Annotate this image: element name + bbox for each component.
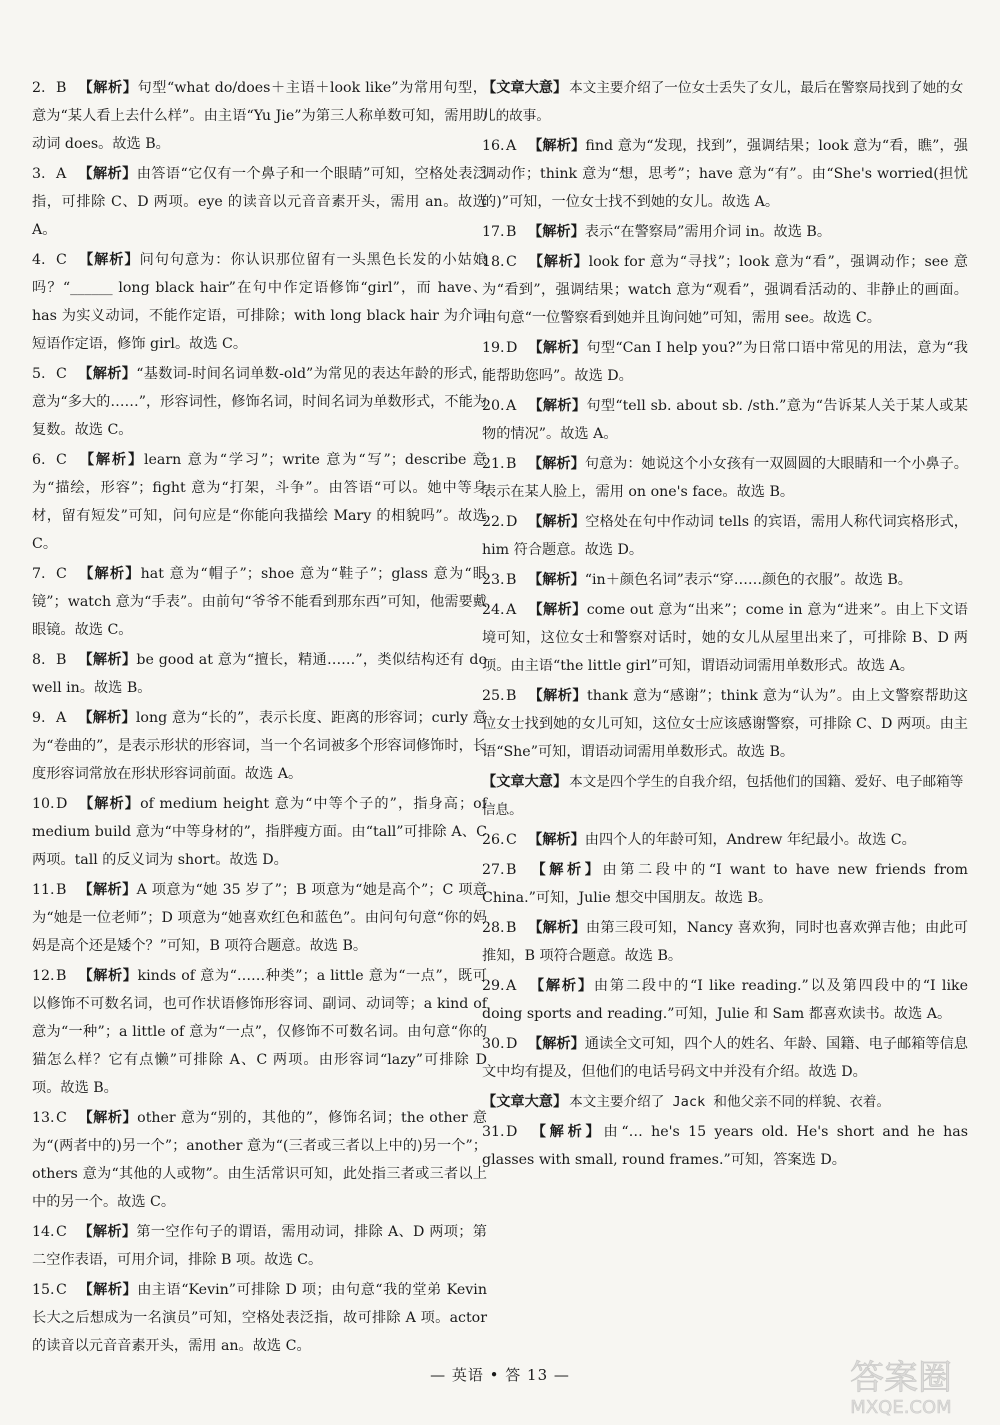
question-number: 11. <box>32 882 55 898</box>
question-number: 12. <box>32 968 55 984</box>
answer-letter: B <box>506 572 517 588</box>
answer-letter: C <box>56 1110 67 1126</box>
question-number: 2. <box>32 80 46 96</box>
analysis-tag: 【解析】 <box>78 968 138 984</box>
passage-summary <box>482 74 968 130</box>
summary-tag: 【文章大意】 <box>482 774 568 790</box>
analysis-text: come out 意为“出来”；come in 意为“进来”。由上下文语境可知，这位女士和警察对话时，她的女儿从屋里出来了，可排除 B、D 两项。由主语“the little girl”可知，谓语动词需用单数形式。故选 A。 <box>482 602 968 674</box>
answer-letter: C <box>56 566 67 582</box>
question-number: 27. <box>482 862 505 878</box>
answer-entry <box>32 1104 487 1216</box>
answer-entry <box>482 682 968 766</box>
answer-entry <box>32 560 487 644</box>
analysis-tag: 【解析】 <box>78 1282 138 1298</box>
analysis-tag: 【解析】 <box>528 1124 604 1140</box>
answer-entry <box>482 596 968 680</box>
analysis-text: find 意为“发现，找到”，强调结果；look 意为“看，瞧”，强调动作；think 意为“想，思考”；have 意为“有”。由“She's worried(担忧的)”可知，一位女士找不到她的女儿。故选 A。 <box>482 138 968 210</box>
answer-entry <box>482 508 968 564</box>
answer-entry <box>32 704 487 788</box>
analysis-tag: 【解析】 <box>528 340 587 356</box>
analysis-text: 由第二段中的“I want to have new friends from China.”可知，Julie 想交中国朋友。故选 B。 <box>482 862 968 906</box>
analysis-tag: 【解析】 <box>528 920 586 936</box>
analysis-tag: 【解析】 <box>528 978 594 994</box>
answer-letter: D <box>506 514 518 530</box>
answer-entry <box>32 962 487 1102</box>
answer-entry <box>482 914 968 970</box>
answer-entry <box>32 876 487 960</box>
answer-entry <box>482 132 968 216</box>
analysis-text: long 意为“长的”，表示长度、距离的形容词；curly 意为“卷曲的”，是表示形状的形容词，当一个名词被多个形容词修饰时，长度形容词常放在形状形容词前面。故选 A。 <box>32 710 487 782</box>
analysis-text: “in＋颜色名词”表示“穿……颜色的衣服”。故选 B。 <box>584 572 912 588</box>
summary-tag: 【文章大意】 <box>482 1094 568 1110</box>
question-number: 23. <box>482 572 505 588</box>
analysis-text: 问句句意为：你认识那位留有一头黑色长发的小姑娘吗？“______ long black hair”在句中作定语修饰“girl”，而 have、has 为实义动词，不能作定语，可排除；with long black hair 为介词短语作定语，修饰 girl。故选 C。 <box>32 252 487 352</box>
answer-entry <box>482 826 968 854</box>
answer-letter: A <box>56 166 67 182</box>
right-column <box>482 74 968 1176</box>
analysis-tag: 【解析】 <box>78 1224 137 1240</box>
analysis-tag: 【解析】 <box>528 398 587 414</box>
analysis-text: hat 意为“帽子”；shoe 意为“鞋子”；glass 意为“眼镜”；watch 意为“手表”。由前句“爷爷不能看到那东西”可知，他需要戴眼镜。故选 C。 <box>32 566 487 638</box>
analysis-tag: 【解析】 <box>78 710 136 726</box>
analysis-text: 空格处在句中作动词 tells 的宾语，需用人称代词宾格形式，him 符合题意。故选 D。 <box>482 514 968 558</box>
answer-letter: A <box>506 398 517 414</box>
analysis-text: thank 意为“感谢”；think 意为“认为”。由上文警察帮助这位女士找到她的女儿可知，这位女士应该感谢警察，可排除 C、D 两项。由主语“She”可知，谓语动词需用单数形式。故选 B。 <box>482 688 968 760</box>
analysis-tag: 【解析】 <box>78 366 137 382</box>
analysis-tag: 【解析】 <box>528 572 585 588</box>
answer-entry <box>32 1276 487 1360</box>
answer-letter: A <box>506 138 517 154</box>
analysis-text: “基数词-时间名词单数-old”为常见的表达年龄的形式，意为“多大的……”，形容词性，修饰名词，时间名词为单数形式，不能为复数。故选 C。 <box>32 366 487 438</box>
question-number: 3. <box>32 166 46 182</box>
question-number: 10. <box>32 796 55 812</box>
summary-text: 本文是四个学生的自我介绍，包括他们的国籍、爱好、电子邮箱等信息。 <box>482 774 964 818</box>
analysis-text: 第一空作句子的谓语，需用动词，排除 A、D 两项；第二空作表语，可用介词，排除 B 项。故选 C。 <box>32 1224 487 1268</box>
answer-entry <box>32 790 487 874</box>
question-number: 13. <box>32 1110 55 1126</box>
analysis-tag: 【解析】 <box>528 602 587 618</box>
analysis-text: of medium height 意为“中等个子的”，指身高；of medium build 意为“中等身材的”，指胖瘦方面。由“tall”可排除 A、C 两项。tall 的反义词为 short。故选 D。 <box>32 796 487 868</box>
page-footer: — 英语 • 答 13 — <box>430 1366 570 1384</box>
answer-letter: D <box>506 340 518 356</box>
analysis-text: 通读全文可知，四个人的姓名、年龄、国籍、电子邮箱等信息文中均有提及，但他们的电话号码文中并没有介绍。故选 D。 <box>482 1036 968 1080</box>
question-number: 24. <box>482 602 505 618</box>
answer-letter: B <box>506 862 517 878</box>
answer-letter: D <box>506 1036 518 1052</box>
analysis-tag: 【解析】 <box>528 456 585 472</box>
answer-letter: C <box>56 1224 67 1240</box>
analysis-text: learn 意为“学习”；write 意为“写”；describe 意为“描绘，形容”；fight 意为“打架，斗争”。由答语“可以。她中等身材，留有短发”可知，问句应是“你能向我描绘 Mary 的相貌吗”。故选 C。 <box>32 452 487 552</box>
question-number: 7. <box>32 566 46 582</box>
answer-entry <box>482 450 968 506</box>
answer-entry <box>482 856 968 912</box>
answer-letter: B <box>506 920 517 936</box>
answer-entry <box>32 1218 487 1274</box>
question-number: 5. <box>32 366 46 382</box>
analysis-text: 由第三段可知，Nancy 喜欢狗，同时也喜欢弹吉他；由此可推知，B 项符合题意。故选 B。 <box>482 920 968 964</box>
answer-letter: B <box>56 882 67 898</box>
answer-entry <box>482 334 968 390</box>
answer-letter: C <box>56 252 67 268</box>
answer-letter: B <box>56 968 67 984</box>
question-number: 28. <box>482 920 505 936</box>
analysis-tag: 【解析】 <box>78 1110 138 1126</box>
summary-tag: 【文章大意】 <box>482 80 568 96</box>
summary-text: 本文主要介绍了 Jack 和他父亲不同的样貌、衣着。 <box>569 1094 891 1110</box>
answer-entry <box>482 972 968 1028</box>
answer-letter: A <box>56 710 67 726</box>
answer-letter: B <box>506 224 517 240</box>
analysis-tag: 【解析】 <box>78 166 137 182</box>
analysis-tag: 【解析】 <box>528 254 589 270</box>
analysis-tag: 【解析】 <box>78 80 138 96</box>
analysis-text: other 意为“别的，其他的”，修饰名词；the other 意为“(两者中的)另一个”；another 意为“(三者或三者以上中的)另一个”；others 意为“其他的人或物”。由生活常识可知，此处指三者或三者以上中的另一个。故选 C。 <box>32 1110 487 1210</box>
question-number: 8. <box>32 652 46 668</box>
analysis-text: 由主语“Kevin”可排除 D 项；由句意“我的堂弟 Kevin 长大之后想成为一名演员”可知，空格处表泛指，故可排除 A 项。actor 的读音以元音音素开头，需用 an。故选 C。 <box>32 1282 487 1354</box>
answer-letter: A <box>506 602 517 618</box>
answer-entry <box>482 218 968 246</box>
answer-letter: D <box>56 796 68 812</box>
answer-entry <box>32 446 487 558</box>
question-number: 22. <box>482 514 505 530</box>
analysis-text: 句型“tell sb. about sb. /sth.”意为“告诉某人关于某人或某物的情况”。故选 A。 <box>482 398 968 442</box>
question-number: 16. <box>482 138 505 154</box>
analysis-tag: 【解析】 <box>528 832 585 848</box>
answer-entry <box>32 160 487 244</box>
question-number: 21. <box>482 456 505 472</box>
question-number: 30. <box>482 1036 505 1052</box>
analysis-tag: 【解析】 <box>78 252 140 268</box>
passage-summary <box>482 768 968 824</box>
question-number: 6. <box>32 452 46 468</box>
answer-entry <box>482 392 968 448</box>
analysis-tag: 【解析】 <box>528 1036 585 1052</box>
question-number: 9. <box>32 710 46 726</box>
question-number: 29. <box>482 978 505 994</box>
analysis-text: 由答语“它仅有一个鼻子和一个眼睛”可知，空格处表泛指，可排除 C、D 两项。eye 的读音以元音音素开头，需用 an。故选 A。 <box>32 166 487 238</box>
analysis-tag: 【解析】 <box>528 224 585 240</box>
analysis-tag: 【解析】 <box>78 796 141 812</box>
question-number: 25. <box>482 688 505 704</box>
analysis-text: 由四个人的年龄可知，Andrew 年纪最小。故选 C。 <box>584 832 916 848</box>
analysis-text: be good at 意为“擅长，精通……”，类似结构还有 do well in。故选 B。 <box>32 652 487 696</box>
analysis-text: 句型“Can I help you?”为日常口语中常见的用法，意为“我能帮助您吗”。故选 D。 <box>482 340 968 384</box>
question-number: 26. <box>482 832 505 848</box>
question-number: 18. <box>482 254 505 270</box>
analysis-text: kinds of 意为“……种类”；a little 意为“一点”，既可以修饰不可数名词，也可作状语修饰形容词、副词、动词等；a kind of 意为“一种”；a little of 意为“一点”，仅修饰不可数名词。由句意“你的猫怎么样？它有点懒”可排除 A、C 两项。由形容词“lazy”可排除 D 项。故选 B。 <box>32 968 487 1096</box>
answer-entry <box>32 646 487 702</box>
question-number: 19. <box>482 340 505 356</box>
analysis-text: 句意为：她说这个小女孩有一双圆圆的大眼睛和一个小鼻子。表示在某人脸上，需用 on one's face。故选 B。 <box>482 456 968 500</box>
watermark-logo-glyphs: 答案圈 <box>850 1358 952 1398</box>
answer-letter: B <box>506 456 517 472</box>
analysis-tag: 【解析】 <box>528 514 586 530</box>
answer-letter: C <box>56 366 67 382</box>
answer-letter: A <box>506 978 517 994</box>
answer-letter: B <box>56 652 67 668</box>
answer-letter: C <box>56 452 67 468</box>
question-number: 4. <box>32 252 46 268</box>
analysis-text: look for 意为“寻找”；look 意为“看”，强调动作；see 意为“看到”，强调结果；watch 意为“观看”，强调看活动的、非静止的画面。由句意“一位警察看到她并且询问她”可知，需用 see。故选 C。 <box>482 254 968 326</box>
question-number: 20. <box>482 398 505 414</box>
analysis-text: 由“… he's 15 years old. He's short and he has glasses with small, round frames.”可知，答案选 D。 <box>482 1124 968 1168</box>
analysis-text: A 项意为“她 35 岁了”；B 项意为“她是高个”；C 项意为“她是一位老师”；D 项意为“她喜欢红色和蓝色”。由问句句意“你的妈妈是高个还是矮个？”可知，B 项符合题意。故选 B。 <box>32 882 487 954</box>
left-column <box>32 74 487 1362</box>
analysis-tag: 【解析】 <box>528 138 586 154</box>
answer-entry <box>482 1030 968 1086</box>
analysis-text: 由第二段中的“I like reading.”以及第四段中的“I like doing sports and reading.”可知，Julie 和 Sam 都喜欢读书。故选 A。 <box>482 978 968 1022</box>
analysis-tag: 【解析】 <box>78 882 137 898</box>
answer-letter: C <box>56 1282 67 1298</box>
answer-entry <box>32 74 487 158</box>
answer-letter: D <box>506 1124 518 1140</box>
answer-entry <box>482 566 968 594</box>
analysis-text: 表示“在警察局”需用介词 in。故选 B。 <box>584 224 832 240</box>
passage-summary <box>482 1088 968 1116</box>
summary-text: 本文主要介绍了一位女士丢失了女儿，最后在警察局找到了她的女儿的故事。 <box>482 80 964 124</box>
question-number: 31. <box>482 1124 505 1140</box>
answer-entry <box>32 360 487 444</box>
analysis-text: 句型“what do/does＋主语＋look like”为常用句型，意为“某人看上去什么样”。由主语“Yu Jie”为第三人称单数可知，需用助动词 does。故选 B。 <box>32 80 487 152</box>
analysis-tag: 【解析】 <box>78 652 137 668</box>
question-number: 15. <box>32 1282 55 1298</box>
answer-letter: B <box>56 80 67 96</box>
answer-letter: C <box>506 832 517 848</box>
analysis-tag: 【解析】 <box>528 862 603 878</box>
answer-letter: B <box>506 688 517 704</box>
question-number: 14. <box>32 1224 55 1240</box>
answer-entry <box>32 246 487 358</box>
answer-entry <box>482 1118 968 1174</box>
watermark-logo <box>826 1351 976 1419</box>
analysis-tag: 【解析】 <box>78 452 144 468</box>
analysis-tag: 【解析】 <box>528 688 587 704</box>
watermark-url: MXQE.COM <box>850 1397 952 1418</box>
analysis-tag: 【解析】 <box>78 566 141 582</box>
answer-entry <box>482 248 968 332</box>
answer-letter: C <box>506 254 517 270</box>
question-number: 17. <box>482 224 505 240</box>
